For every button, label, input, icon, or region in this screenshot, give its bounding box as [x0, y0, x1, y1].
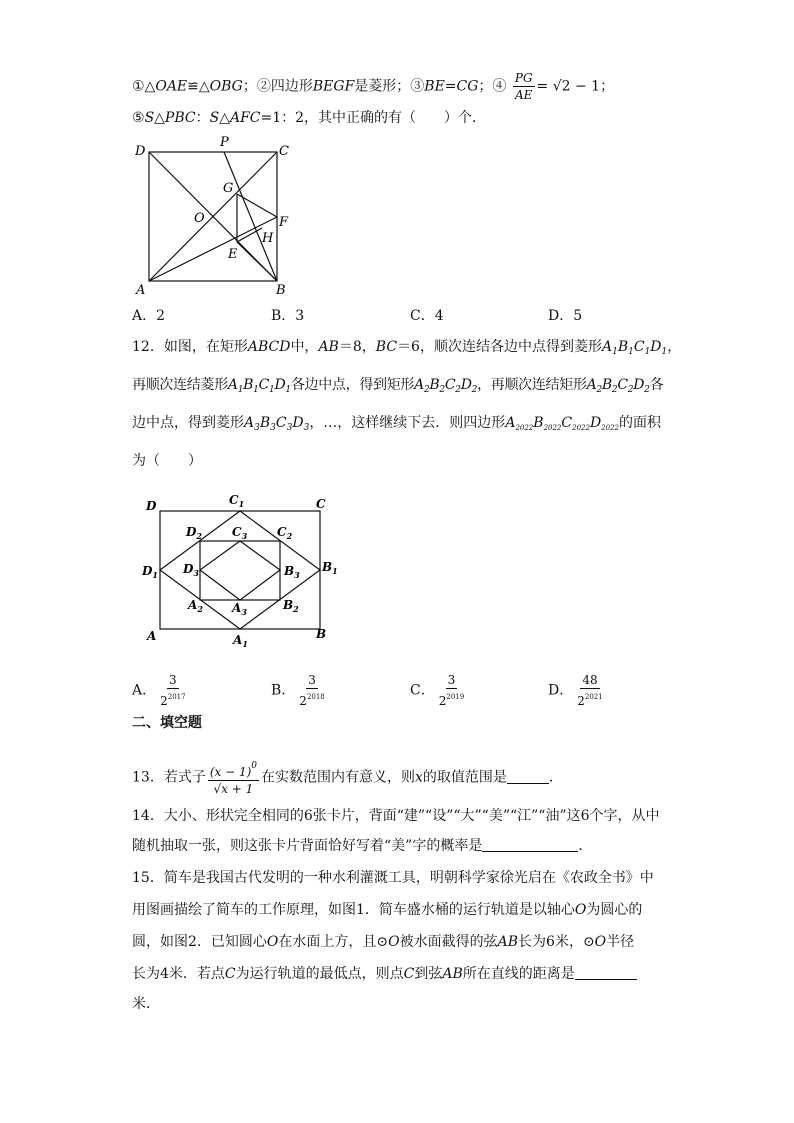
fig12-label-b2: $B_2$: [283, 598, 299, 614]
q13-fraction: $\frac{(x - 1)^0}{√x + 1}$: [208, 758, 259, 797]
q12-option-b[interactable]: B． $\frac{3}{2^{2018}}$: [271, 673, 325, 708]
fig12-label-b: B: [316, 627, 327, 641]
q11-statements-line1: ①△OAE≌△OBG；②四边形BEGF是菱形；③BE=CG；④ $\frac{PG}{AE}$ = √2 − 1；: [132, 71, 615, 102]
fig12-label-d3: $D_3$: [183, 562, 199, 578]
q15-answer-blank[interactable]: [575, 965, 637, 980]
fig12-label-c2: $C_2$: [277, 525, 293, 541]
fig11-label-o: O: [194, 211, 205, 226]
q11-option-b[interactable]: B．3: [271, 308, 305, 324]
q13-answer-blank[interactable]: [507, 769, 549, 784]
fig11-label-d: D: [135, 144, 146, 159]
q15-line4: 长为4米．若点C为运行轨道的最低点，则点C到弦AB所在直线的距离是: [132, 964, 637, 984]
q15-line3: 圆，如图2．已知圆心O在水面上方，且⊙O被水面截得的弦AB长为6米，⊙O半径: [132, 934, 635, 950]
q12-option-a[interactable]: A． $\frac{3}{2^{2017}}$: [132, 673, 186, 708]
fig11-label-h: H: [262, 231, 274, 246]
q15-line2: 用图画描绘了简车的工作原理，如图1．简车盛水桶的运行轨道是以轴心O为圆心的: [132, 902, 643, 918]
pg-over-ae-fraction: $\frac{PG}{AE}$: [514, 71, 533, 102]
q13-line: 13．若式子 $\frac{(x - 1)^0}{√x + 1}$ 在实数范围内有意义，则x的取值范围是 ．: [132, 758, 563, 797]
fig12-label-a: A: [147, 629, 157, 643]
q14-answer-blank[interactable]: [482, 837, 578, 852]
q11-option-a[interactable]: A．2: [132, 308, 166, 324]
fig11-label-a: A: [136, 283, 146, 298]
fig11-label-f: F: [279, 215, 289, 230]
q12-line4: 为（ ）: [132, 453, 202, 469]
fig12-label-a2: $A_2$: [188, 598, 203, 614]
fig12-label-c: C: [316, 497, 326, 511]
fig11-label-g: G: [223, 181, 234, 196]
q12-nested-rectangles-figure: [138, 488, 338, 650]
fig12-label-d1: $D_1$: [142, 564, 158, 580]
q14-line1: 14．大小、形状完全相同的6张卡片，背面“建”“设”“大”“美”“江”“油”这6个字，从中: [132, 808, 660, 824]
q11-option-d[interactable]: D．5: [548, 308, 583, 324]
fig11-label-c: C: [279, 144, 289, 159]
q12-line1: 12．如图，在矩形ABCD中，AB＝8，BC＝6，顺次连结各边中点得到菱形$A_1B_1C_1D_1$，: [132, 339, 682, 357]
fig11-label-b: B: [276, 283, 286, 298]
section-fill-in-blank-heading: 二、填空题: [132, 715, 202, 731]
q12-option-c[interactable]: C． $\frac{3}{2^{2019}}$: [410, 673, 465, 708]
q12-option-d[interactable]: D． $\frac{48}{2^{2021}}$: [548, 673, 603, 708]
q15-line5: 米．: [132, 996, 160, 1012]
fig12-label-a3: $A_3$: [232, 601, 247, 617]
fig12-label-d: D: [146, 499, 157, 513]
fig11-label-e: E: [228, 247, 238, 262]
fig11-label-p: P: [220, 135, 229, 150]
q11-statements-line2: ⑤S△PBC：S△AFC=1：2，其中正确的有（ ）个．: [132, 110, 487, 126]
q11-option-c[interactable]: C．4: [410, 308, 444, 324]
fig12-label-b1: $B_1$: [322, 560, 338, 576]
fig12-label-b3: $B_3$: [284, 564, 300, 580]
fig12-label-c1: $C_1$: [229, 493, 245, 509]
q11-square-figure: [128, 134, 298, 299]
q12-line2: 再顺次连结菱形$A_1B_1C_1D_1$各边中点，得到矩形$A_2B_2C_2D_2$，再顺次连结矩形$A_2B_2C_2D_2$各: [132, 377, 664, 395]
fig12-label-d2: $D_2$: [186, 525, 202, 541]
fig12-label-c3: $C_3$: [232, 525, 248, 541]
q14-line2: 随机抽取一张，则这张卡片背面恰好写着“美”字的概率是 ．: [132, 838, 593, 854]
fig12-label-a1: $A_1$: [233, 633, 248, 649]
q15-line1: 15．简车是我国古代发明的一种水利灌溉工具，明朝科学家徐光启在《农政全书》中: [132, 870, 654, 886]
q12-line3: 边中点，得到菱形$A_3B_3C_3D_3$，…，这样继续下去．则四边形$A_{2022}B_{2022}C_{2022}D_{2022}$的面积: [132, 415, 661, 433]
